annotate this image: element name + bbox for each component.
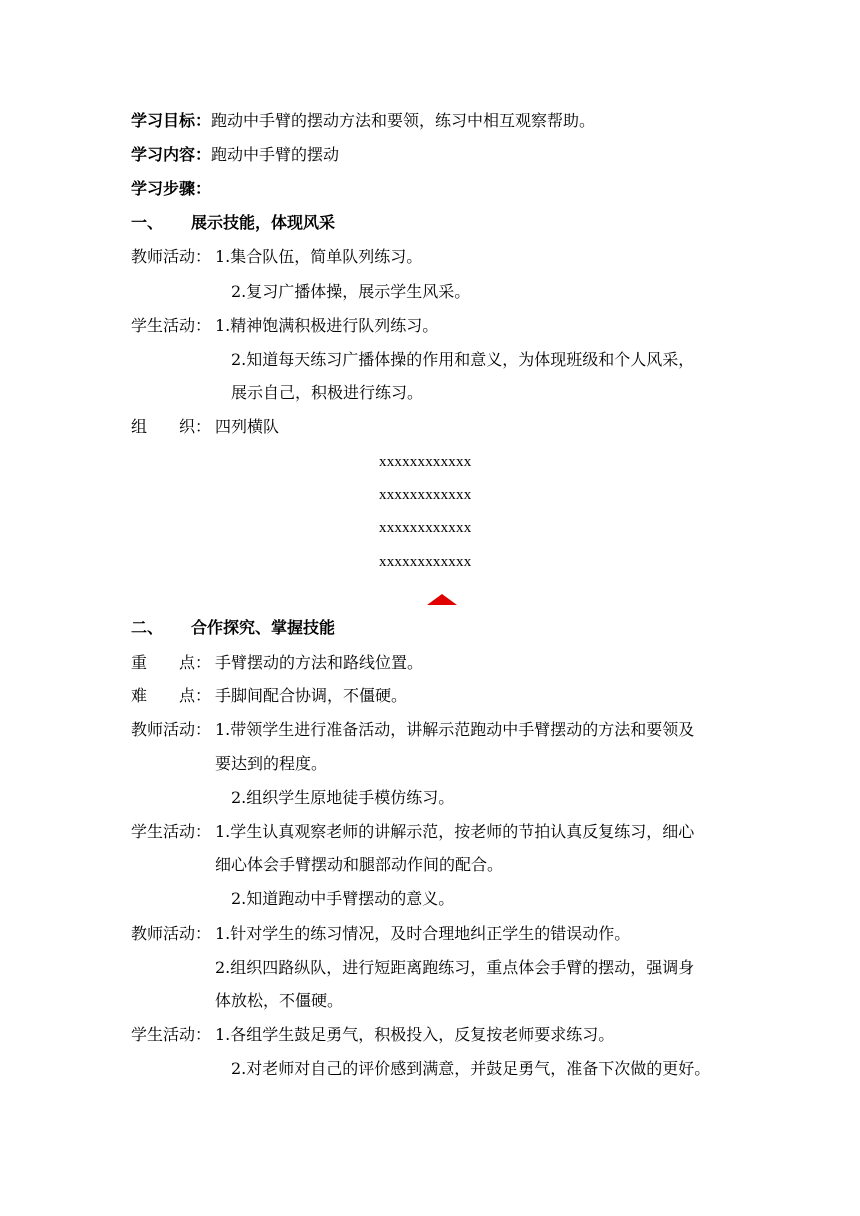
section2-student-item-1b: 细心体会手臂摆动和腿部动作间的配合。	[215, 855, 504, 874]
learning-goal-label: 学习目标：	[131, 111, 212, 130]
section1-teacher-label: 教师活动：	[131, 247, 212, 266]
teacher-position-triangle-icon	[427, 594, 457, 605]
section2-number: 二、	[131, 618, 164, 637]
section2-teacher-item-2: 2.组织学生原地徒手模仿练习。	[231, 788, 455, 807]
section1-org-text: 四列横队	[215, 417, 280, 436]
formation-row: xxxxxxxxxxxx	[379, 487, 472, 503]
section1-title: 展示技能，体现风采	[191, 213, 336, 232]
section2-student-label-2: 学生活动：	[131, 1025, 212, 1044]
learning-steps-label: 学习步骤：	[131, 179, 212, 198]
formation-row: xxxxxxxxxxxx	[379, 454, 472, 470]
section2-teacher-item-1b: 要达到的程度。	[215, 754, 328, 773]
difficulty-label: 难 点：	[131, 686, 212, 705]
key-point-text: 手臂摆动的方法和路线位置。	[215, 653, 424, 672]
section2-student-item-1a: 1.学生认真观察老师的讲解示范，按老师的节拍认真反复练习，细心	[215, 822, 695, 841]
learning-goal-text: 跑动中手臂的摆动方法和要领，练习中相互观察帮助。	[211, 111, 596, 130]
formation-row: xxxxxxxxxxxx	[379, 554, 472, 570]
learning-content-label: 学习内容：	[131, 145, 212, 164]
section1-student-item-2a: 2.知道每天练习广播体操的作用和意义，为体现班级和个人风采，	[231, 350, 695, 369]
difficulty-text: 手脚间配合协调，不僵硬。	[215, 686, 408, 705]
section2-teacher-label: 教师活动：	[131, 720, 212, 739]
section1-org-label: 组 织：	[131, 417, 212, 436]
section2-title: 合作探究、掌握技能	[191, 618, 336, 637]
learning-content-line	[131, 145, 339, 165]
learning-goal-line	[131, 111, 595, 131]
section1-teacher-item-2: 2.复习广播体操，展示学生风采。	[231, 282, 471, 301]
section2-teacher-item-1a: 1.带领学生进行准备活动，讲解示范跑动中手臂摆动的方法和要领及	[215, 720, 695, 739]
section1-student-item-1: 1.精神饱满积极进行队列练习。	[215, 316, 439, 335]
section2-teacher-item-4b: 体放松，不僵硬。	[215, 991, 344, 1010]
section2-teacher-item-3: 1.针对学生的练习情况，及时合理地纠正学生的错误动作。	[215, 924, 631, 943]
section1-teacher-item-1: 1.集合队伍，简单队列练习。	[215, 247, 423, 266]
learning-content-text: 跑动中手臂的摆动	[211, 145, 340, 164]
section2-student-label: 学生活动：	[131, 822, 212, 841]
section1-number: 一、	[131, 213, 164, 232]
section1-student-item-2b: 展示自己，积极进行练习。	[231, 383, 424, 402]
section2-student-item-3: 1.各组学生鼓足勇气，积极投入，反复按老师要求练习。	[215, 1025, 615, 1044]
key-point-label: 重 点：	[131, 653, 212, 672]
formation-row: xxxxxxxxxxxx	[379, 520, 472, 536]
section2-student-item-4: 2.对老师对自己的评价感到满意，并鼓足勇气，准备下次做的更好。	[231, 1059, 711, 1078]
section2-student-item-2: 2.知道跑动中手臂摆动的意义。	[231, 889, 455, 908]
section1-student-label: 学生活动：	[131, 316, 212, 335]
section2-teacher-item-4a: 2.组织四路纵队，进行短距离跑练习，重点体会手臂的摆动，强调身	[215, 958, 695, 977]
section2-teacher-label-2: 教师活动：	[131, 924, 212, 943]
